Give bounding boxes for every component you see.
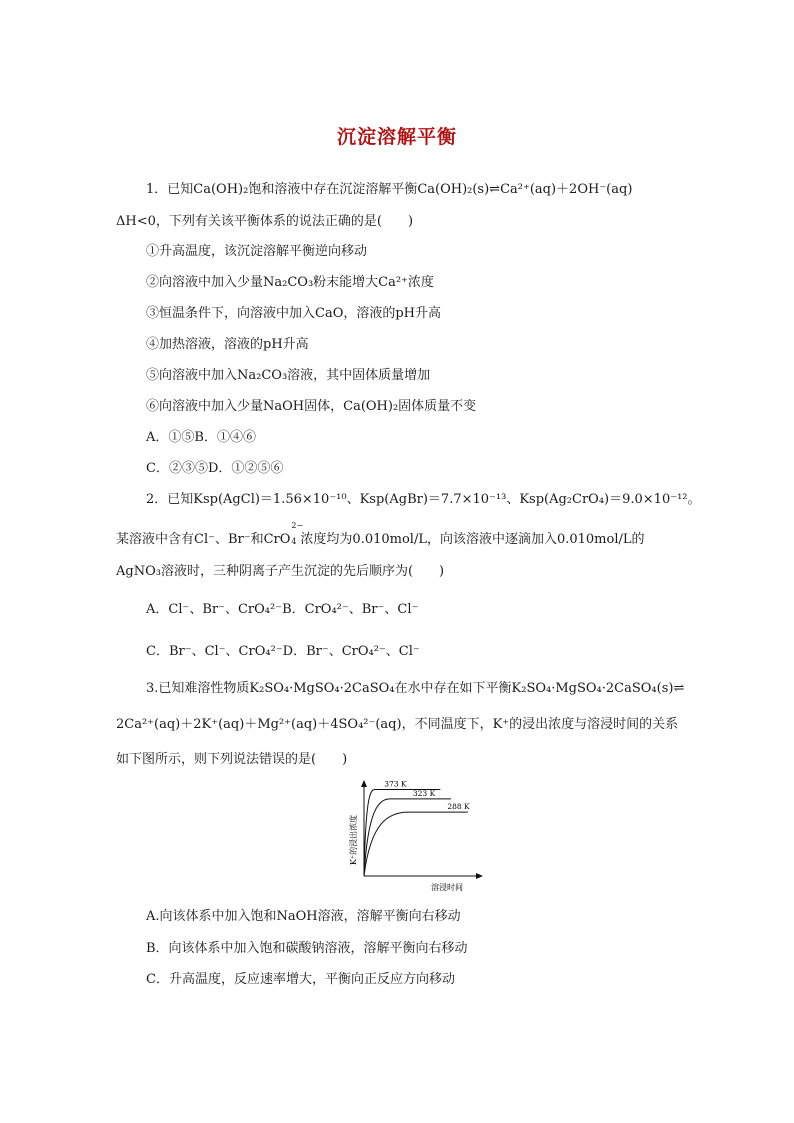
q2-line-1: 2．已知Ksp(AgCl)＝1.56×10⁻¹⁰、Ksp(AgBr)＝7.7×10⁻¹³、Ksp(Ag₂CrO₄)＝9.0×10⁻¹²。 — [146, 492, 701, 507]
q1-line-2: ΔH<0，下列有关该平衡体系的说法正确的是( ) — [116, 214, 414, 229]
q3-option-b: B．向该体系中加入饱和碳酸钠溶液，溶解平衡向右移动 — [146, 941, 468, 956]
q2-line-2-part-a: 某溶液中含有Cl⁻、Br⁻和CrO — [116, 532, 291, 547]
q3-line-1: 3.已知难溶性物质K₂SO₄·MgSO₄·2CaSO₄在水中存在如下平衡K₂SO₄·MgSO₄·2CaSO₄(s)⇌ — [146, 681, 685, 696]
q3-line-2: 2Ca²⁺(aq)＋2K⁺(aq)＋Mg²⁺(aq)＋4SO₄²⁻(aq)，不同温度下，K⁺的浸出浓度与溶浸时间的关系 — [116, 717, 679, 732]
q2-line-2-part-b: 浓度均为0.010mol/L，向该溶液中逐滴加入0.010mol/L的 — [300, 532, 645, 547]
series-curve-323k — [364, 799, 451, 876]
q3-option-c: C．升高温度，反应速率增大，平衡向正反应方向移动 — [146, 972, 455, 987]
series-label-288k: 288 K — [447, 802, 470, 812]
cro4-charge: 2− 4 — [291, 521, 304, 546]
q2-options-cd: C．Br⁻、Cl⁻、CrO₄²⁻D．Br⁻、CrO₄²⁻、Cl⁻ — [146, 644, 420, 659]
x-axis-arrow — [476, 873, 483, 879]
q2-options-ab: A．Cl⁻、Br⁻、CrO₄²⁻B．CrO₄²⁻、Br⁻、Cl⁻ — [146, 602, 419, 617]
q1-item-3: ③恒温条件下，向溶液中加入CaO，溶液的pH升高 — [146, 306, 442, 321]
leaching-chart — [340, 778, 490, 896]
q2-line-2 — [116, 521, 645, 549]
y-axis-arrow — [361, 780, 367, 787]
q1-options-ab: A．①⑤B．①④⑥ — [146, 430, 256, 445]
series-curve-288k — [364, 812, 468, 876]
y-axis-label: K⁺的浸出浓度 — [349, 814, 358, 866]
q1-item-6: ⑥向溶液中加入少量NaOH固体，Ca(OH)₂固体质量不变 — [146, 399, 477, 414]
q1-options-cd: C．②③⑤D．①②⑤⑥ — [146, 461, 284, 476]
q2-line-3: AgNO₃溶液时，三种阴离子产生沉淀的先后顺序为( ) — [116, 564, 445, 579]
q3-line-3: 如下图所示，则下列说法错误的是( ) — [116, 752, 348, 767]
q3-option-a: A.向该体系中加入饱和NaOH溶液，溶解平衡向右移动 — [146, 909, 461, 924]
series-label-323k: 323 K — [412, 788, 436, 798]
x-axis-label: 溶浸时间 — [431, 883, 463, 892]
page-title: 沉淀溶解平衡 — [336, 126, 457, 148]
q1-item-2: ②向溶液中加入少量Na₂CO₃粉末能增大Ca²⁺浓度 — [146, 275, 434, 290]
q1-item-4: ④加热溶液，溶液的pH升高 — [146, 337, 309, 352]
q1-line-1: 1．已知Ca(OH)₂饱和溶液中存在沉淀溶解平衡Ca(OH)₂(s)⇌Ca²⁺(aq)＋2OH⁻(aq) — [146, 182, 633, 197]
q1-item-5: ⑤向溶液中加入Na₂CO₃溶液，其中固体质量增加 — [146, 368, 431, 383]
q1-item-1: ①升高温度，该沉淀溶解平衡逆向移动 — [146, 244, 368, 259]
series-label-373k: 373 K — [384, 779, 407, 789]
